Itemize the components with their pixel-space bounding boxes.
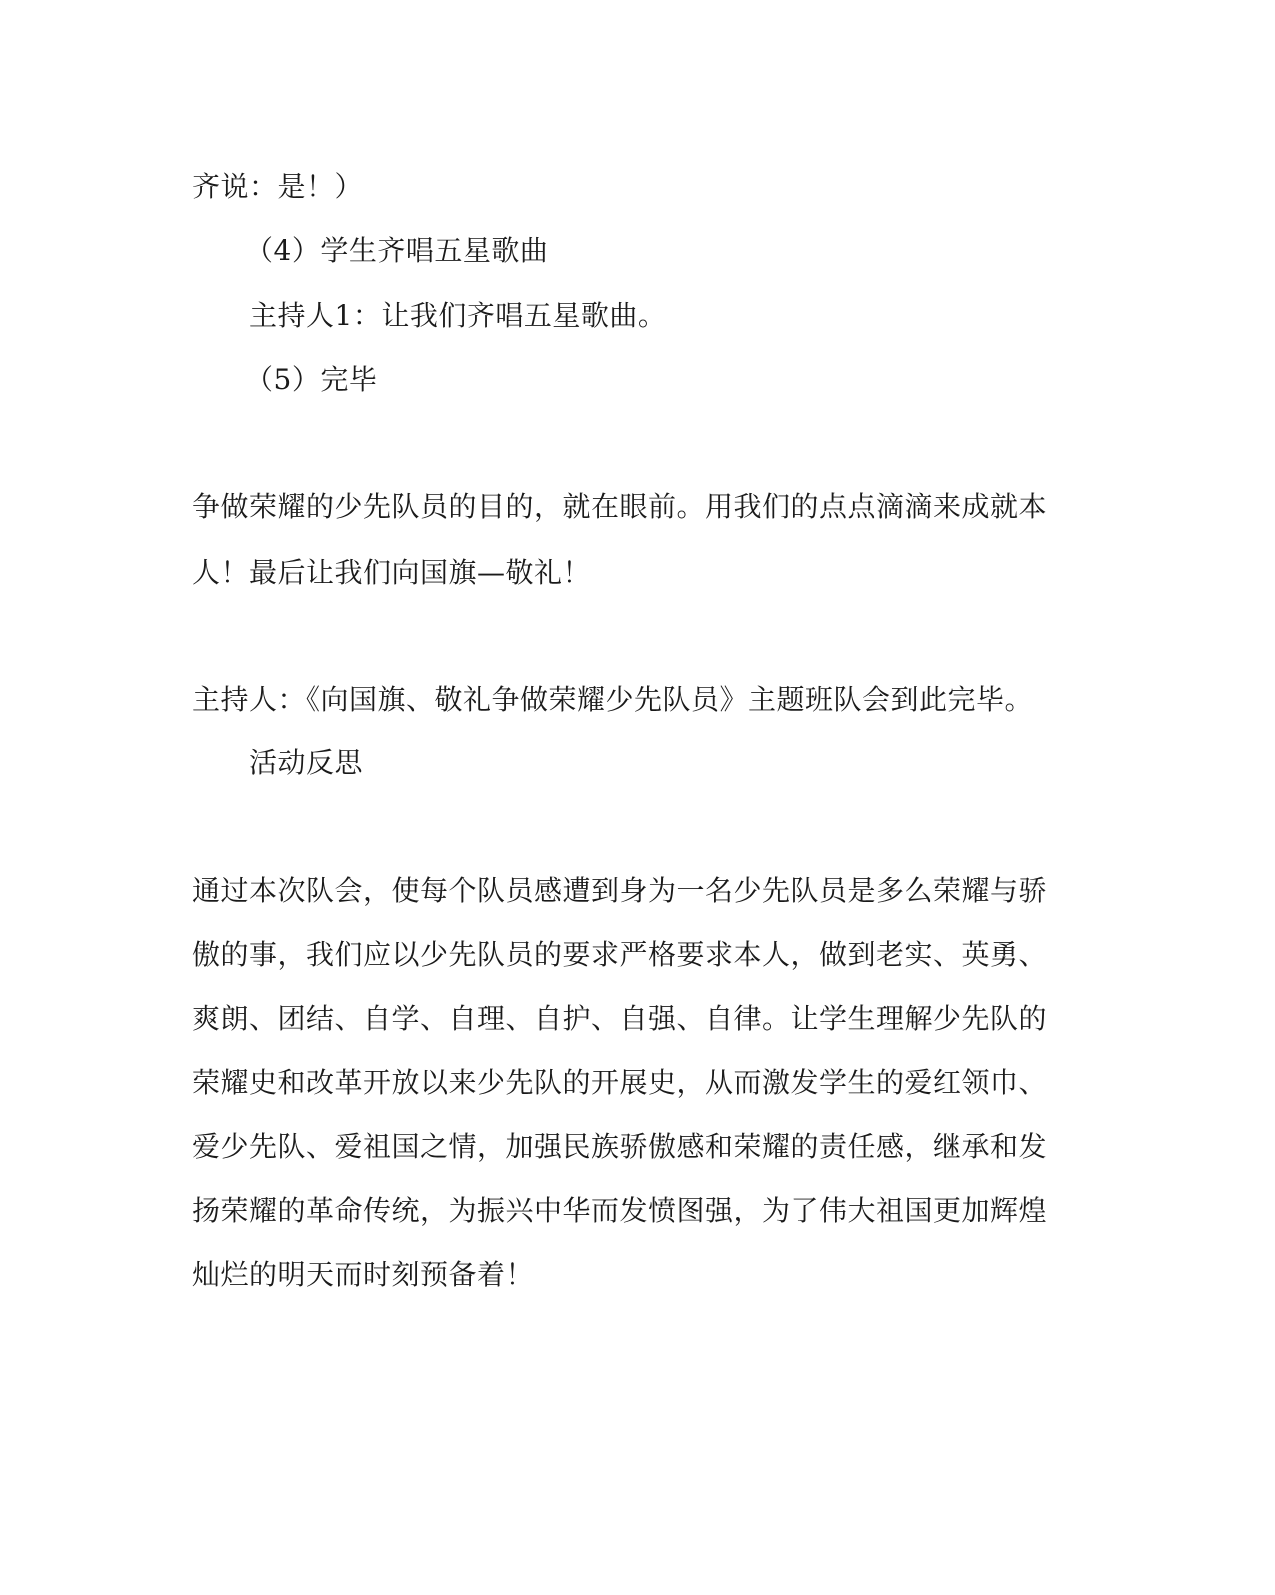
paragraph-line: 爽朗、团结、自学、自理、自护、自强、自律。让学生理解少先队的 — [192, 1002, 1048, 1035]
text-line: 齐说：是！） — [192, 170, 364, 203]
host-line: 主持人1：让我们齐唱五星歌曲。 — [249, 299, 667, 332]
paragraph-line: 人！最后让我们向国旗—敬礼！ — [192, 556, 592, 589]
paragraph-line: 扬荣耀的革命传统，为振兴中华而发愤图强，为了伟大祖国更加辉煌 — [192, 1194, 1048, 1227]
paragraph-line: 灿烂的明天而时刻预备着！ — [192, 1258, 535, 1291]
paragraph-line: 傲的事，我们应以少先队员的要求严格要求本人，做到老实、英勇、 — [192, 938, 1048, 971]
host-closing-line: 主持人：《向国旗、敬礼争做荣耀少先队员》主题班队会到此完毕。 — [192, 683, 1034, 716]
paragraph-line: 争做荣耀的少先队员的目的，就在眼前。用我们的点点滴滴来成就本 — [192, 490, 1048, 523]
paragraph-line: 荣耀史和改革开放以来少先队的开展史，从而激发学生的爱红领巾、 — [192, 1066, 1048, 1099]
list-item-4: （4）学生齐唱五星歌曲 — [245, 234, 549, 267]
paragraph-line: 爱少先队、爱祖国之情，加强民族骄傲感和荣耀的责任感，继承和发 — [192, 1130, 1048, 1163]
section-heading: 活动反思 — [249, 746, 364, 779]
list-item-5: （5）完毕 — [245, 363, 378, 396]
paragraph-line: 通过本次队会，使每个队员感遭到身为一名少先队员是多么荣耀与骄 — [192, 874, 1048, 907]
